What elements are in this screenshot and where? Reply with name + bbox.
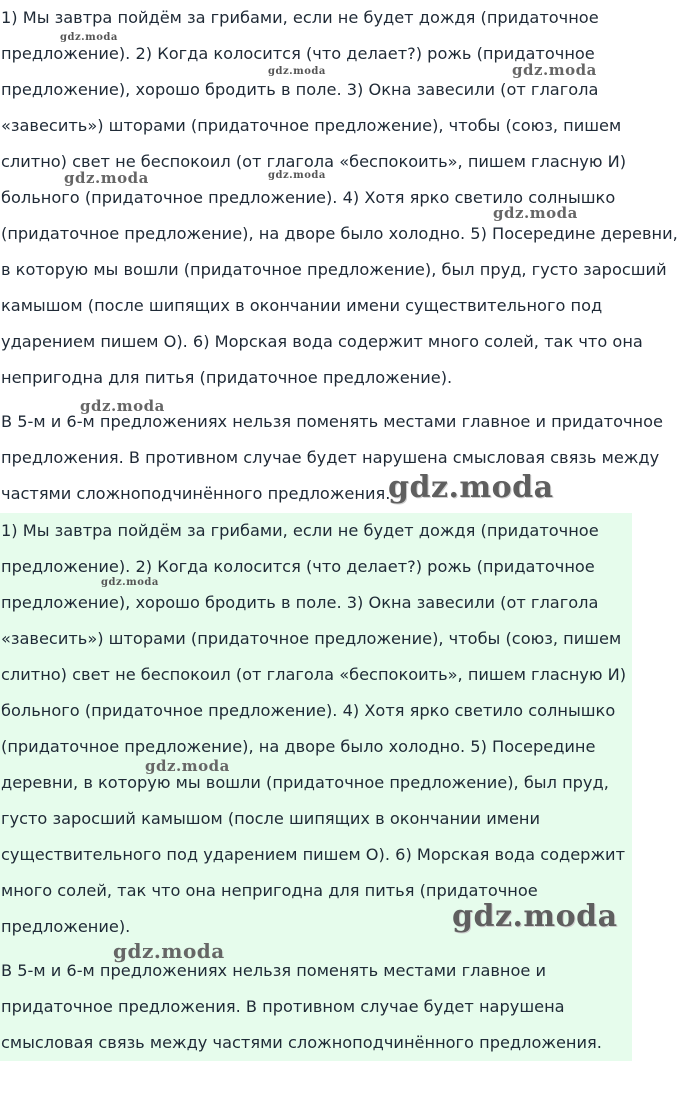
answer-block-1 — [0, 0, 680, 512]
watermark: gdz.moda — [60, 32, 118, 43]
watermark: gdz.moda — [101, 577, 159, 588]
watermark: gdz.moda — [113, 939, 225, 963]
watermark: gdz.moda — [80, 397, 165, 415]
watermark: gdz.moda — [388, 470, 554, 505]
watermark: gdz.moda — [512, 61, 597, 79]
conclusion-paragraph: В 5-м и 6-м предложениях нельзя поменять местами главное и придаточное предложения. В противном случае будет нарушена смысловая связь между частями сложноподчинённого предложения. — [1, 412, 663, 503]
conclusion-paragraph: В 5-м и 6-м предложениях нельзя поменять местами главное и придаточное предложения. В противном случае будет нарушена смысловая связь между частями сложноподчинённого предложения. — [1, 961, 602, 1052]
answer-paragraph: 1) Мы завтра пойдём за грибами, если не будет дождя (придаточное предложение). 2) Когда колосится (что делает?) рожь (придаточное предложение), хорошо бродить в поле. 3) Окна завесили (от глагола «завесить») шторами (придаточное предложение), чтобы (союз, пишем слитно) свет не беспокоил (от глагола «беспокоить», пишем гласную И) больного (придаточное предложение). 4) Хотя ярко светило солнышко (придаточное предложение), на дворе было холодно. 5) Посередине деревни, в которую мы вошли (придаточное предложение), был пруд, густо заросший камышом (после шипящих в окончании имени существительного под ударением пишем О). 6) Морская вода содержит много солей, так что она непригодна для питья (придаточное предложение). — [1, 8, 678, 387]
answer-block-2 — [0, 513, 632, 1061]
watermark: gdz.moda — [145, 757, 230, 775]
watermark: gdz.moda — [268, 170, 326, 181]
watermark: gdz.moda — [268, 66, 326, 77]
answer-paragraph: 1) Мы завтра пойдём за грибами, если не будет дождя (придаточное предложение). 2) Когда колосится (что делает?) рожь (придаточное предложение), хорошо бродить в поле. 3) Окна завесили (от глагола «завесить») шторами (придаточное предложение), чтобы (союз, пишем слитно) свет не беспокоил (от глагола «беспокоить», пишем гласную И) больного (придаточное предложение). 4) Хотя ярко светило солнышко (придаточное предложение), на дворе было холодно. 5) Посередине деревни, в которую мы вошли (придаточное предложение), был пруд, густо заросший камышом (после шипящих в окончании имени существительного под ударением пишем О). 6) Морская вода содержит много солей, так что она непригодна для питья (придаточное предложение). — [1, 521, 627, 936]
watermark: gdz.moda — [452, 899, 618, 934]
watermark: gdz.moda — [64, 169, 149, 187]
watermark: gdz.moda — [493, 204, 578, 222]
